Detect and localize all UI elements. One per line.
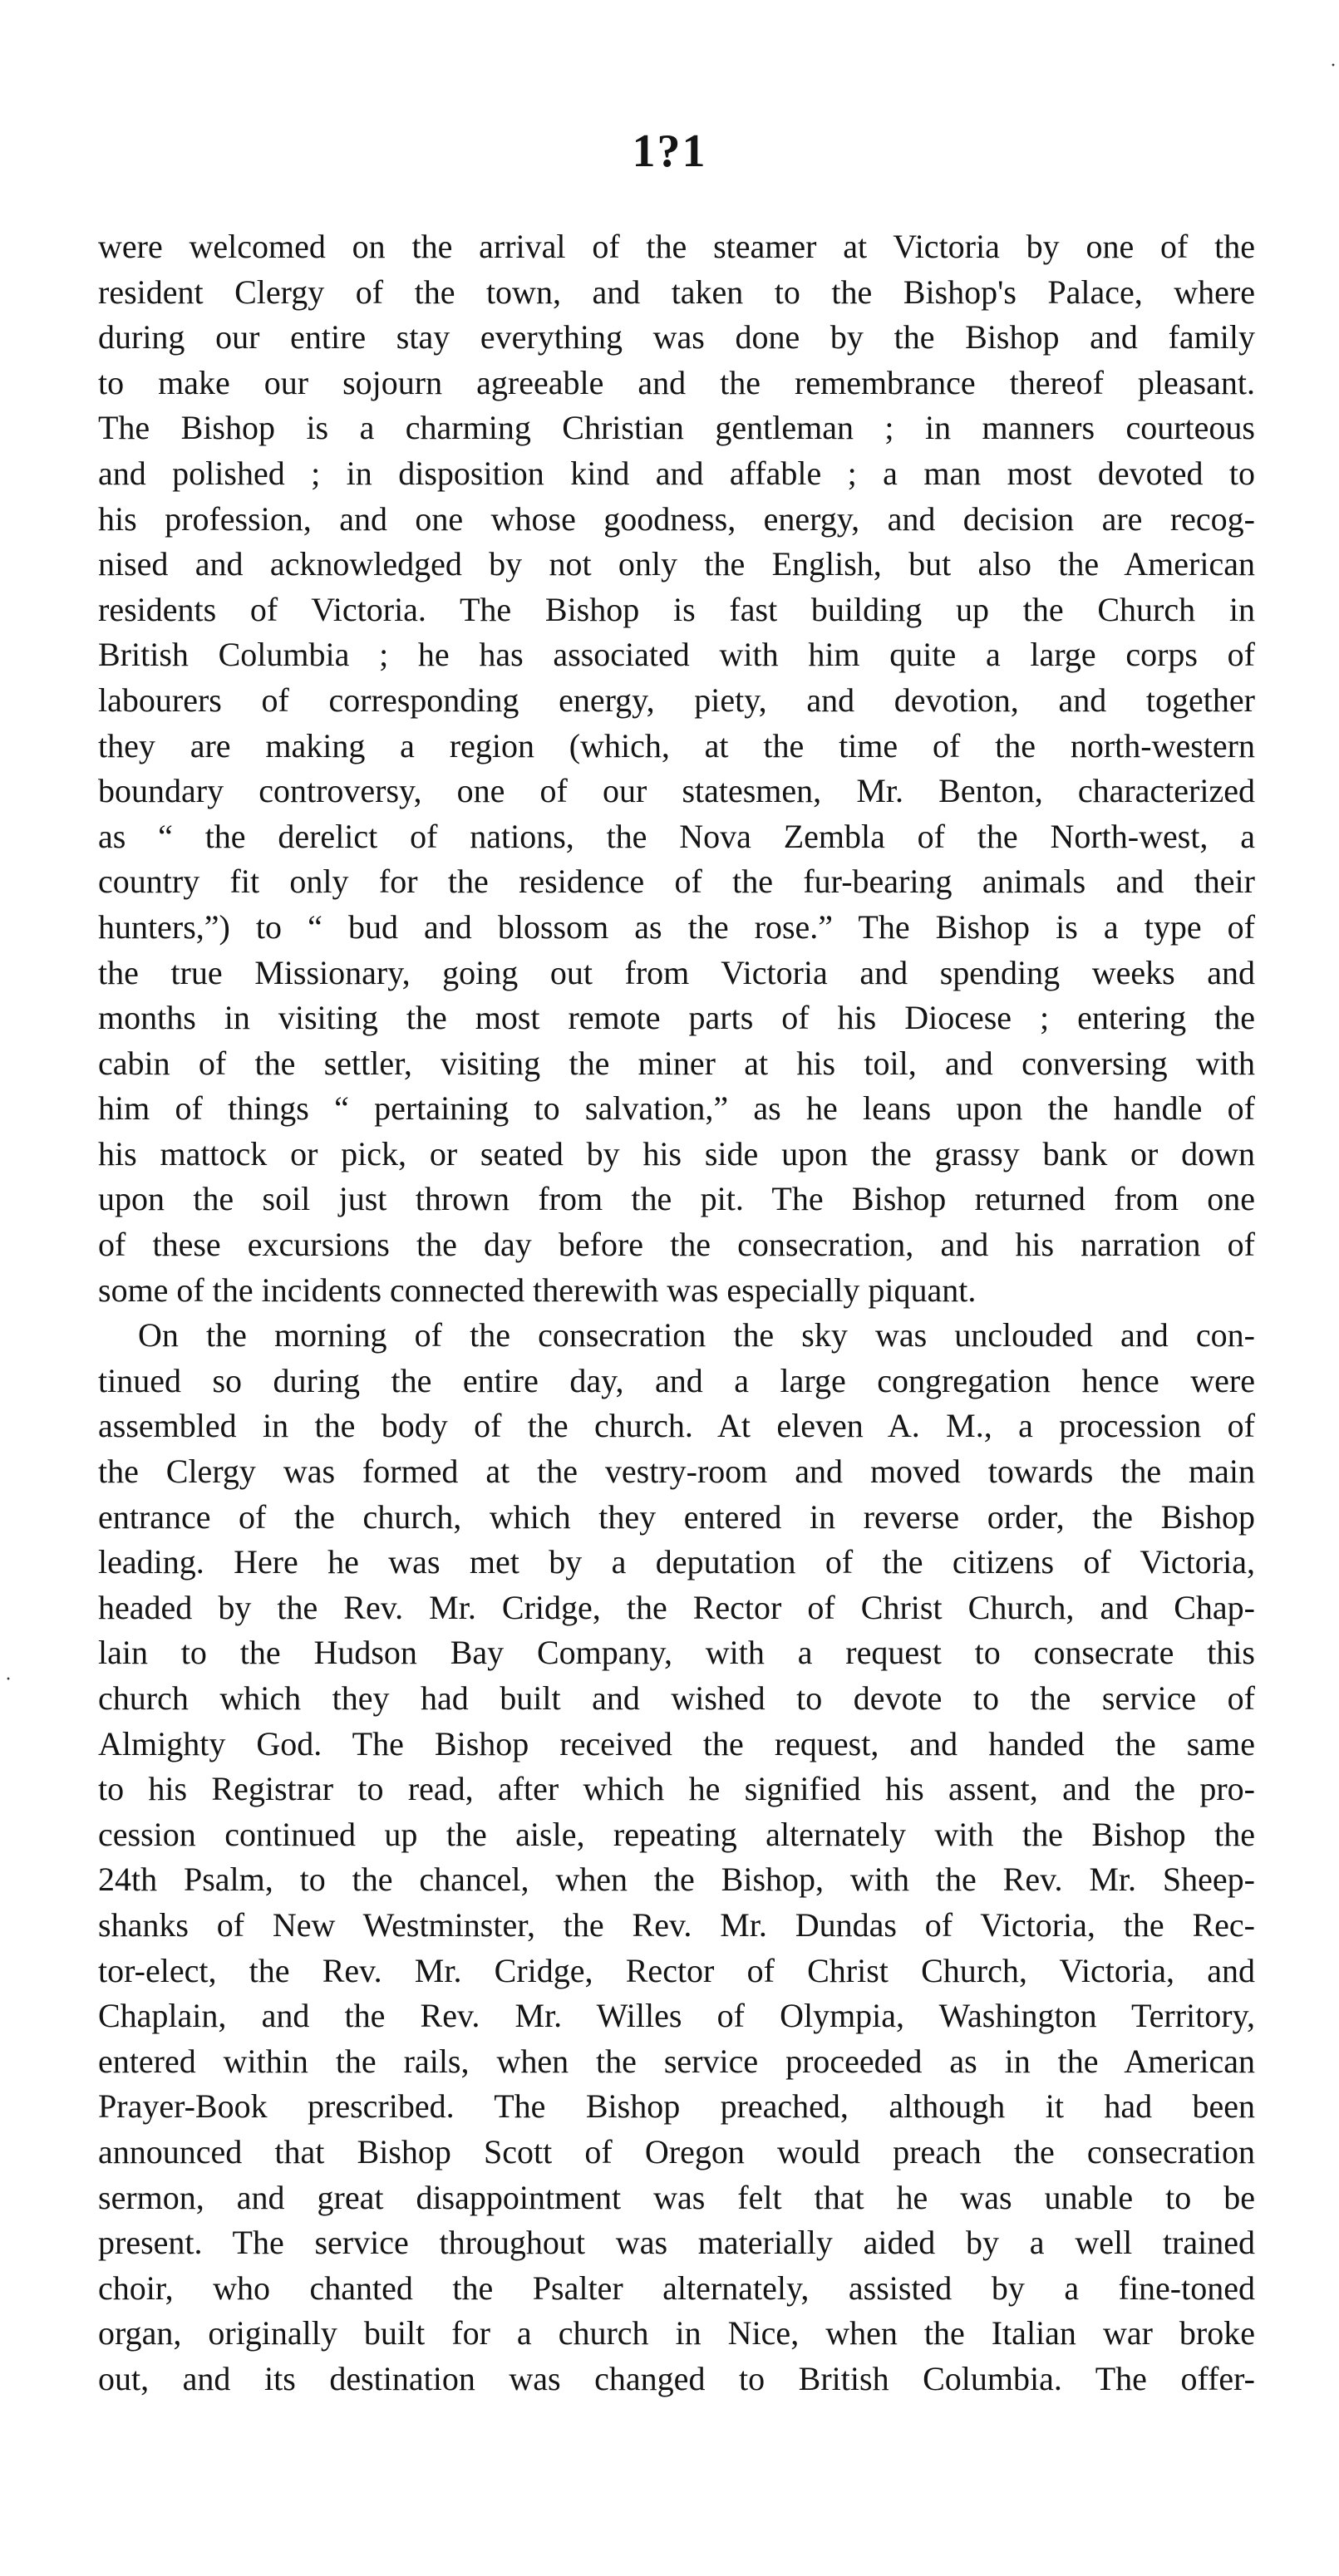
text-line: church which they had built and wished to devote to the service of xyxy=(98,1679,1255,1717)
text-line: assembled in the body of the church. At eleven A. M., a procession of xyxy=(98,1407,1255,1445)
text-line: as “ the derelict of nations, the Nova Zembla of the North-west, a xyxy=(98,817,1255,855)
text-line: leading. Here he was met by a deputation of the citizens of Victoria, xyxy=(98,1543,1255,1581)
text-line: present. The service throughout was materially aided by a well trained xyxy=(98,2224,1255,2262)
text-line: choir, who chanted the Psalter alternately, assisted by a fine-toned xyxy=(98,2269,1255,2307)
text-line: cession continued up the aisle, repeating alternately with the Bishop the xyxy=(98,1815,1255,1853)
text-line: the true Missionary, going out from Victoria and spending weeks and xyxy=(98,953,1255,991)
text-line: On the morning of the consecration the sky was unclouded and con- xyxy=(138,1316,1255,1354)
text-line: sermon, and great disappointment was felt that he was unable to be xyxy=(98,2178,1255,2216)
text-line: 24th Psalm, to the chancel, when the Bishop, with the Rev. Mr. Sheep- xyxy=(98,1861,1255,1899)
text-line: out, and its destination was changed to British Columbia. The offer- xyxy=(98,2359,1255,2397)
text-line: to his Registrar to read, after which he signified his assent, and the pro- xyxy=(98,1770,1255,1808)
text-line: the Clergy was formed at the vestry-room and moved towards the main xyxy=(98,1453,1255,1491)
text-line: months in visiting the most remote parts of his Diocese ; entering the xyxy=(98,999,1255,1037)
text-line: his profession, and one whose goodness, energy, and decision are recog- xyxy=(98,499,1255,538)
text-line: were welcomed on the arrival of the steamer at Victoria by one of the xyxy=(98,228,1255,265)
text-line: British Columbia ; he has associated with him quite a large corps of xyxy=(98,636,1255,674)
text-line: nised and acknowledged by not only the English, but also the American xyxy=(98,545,1255,583)
margin-mark-left: · xyxy=(5,1669,12,1690)
text-line: Chaplain, and the Rev. Mr. Willes of Olympia, Washington Territory, xyxy=(98,1997,1255,2035)
text-line: shanks of New Westminster, the Rev. Mr. Dundas of Victoria, the Rec- xyxy=(98,1905,1255,1944)
text-line: lain to the Hudson Bay Company, with a request to consecrate this xyxy=(98,1634,1255,1672)
text-line: labourers of corresponding energy, piety, and devotion, and together xyxy=(98,681,1255,719)
text-line: upon the soil just thrown from the pit. The Bishop returned from one xyxy=(98,1180,1255,1218)
text-line: The Bishop is a charming Christian gentleman ; in manners courteous xyxy=(98,409,1255,447)
text-line: Almighty God. The Bishop received the request, and handed the same xyxy=(98,1724,1255,1762)
text-line: and polished ; in disposition kind and affable ; a man most devoted to xyxy=(98,454,1255,492)
text-line: organ, originally built for a church in Nice, when the Italian war broke xyxy=(98,2314,1255,2352)
text-line: him of things “ pertaining to salvation,” as he leans upon the handle of xyxy=(98,1089,1255,1128)
text-line: hunters,”) to “ bud and blossom as the rose.” The Bishop is a type of xyxy=(98,907,1255,946)
text-line: country fit only for the residence of the fur-bearing animals and their xyxy=(98,863,1255,901)
page-number: 1?1 xyxy=(632,125,707,177)
text-line: tinued so during the entire day, and a large congregation hence were xyxy=(98,1361,1255,1399)
text-line: headed by the Rev. Mr. Cridge, the Rector of Christ Church, and Chap- xyxy=(98,1588,1255,1626)
margin-mark-top: · xyxy=(1330,55,1337,76)
text-line: entered within the rails, when the service proceeded as in the American xyxy=(98,2042,1255,2080)
text-line: they are making a region (which, at the time of the north-western xyxy=(98,726,1255,764)
paragraph-1 xyxy=(98,224,1255,1313)
text-line: entrance of the church, which they entered in reverse order, the Bishop xyxy=(98,1497,1255,1536)
text-line: of these excursions the day before the consecration, and his narration of xyxy=(98,1226,1255,1264)
text-line: cabin of the settler, visiting the miner at his toil, and conversing with xyxy=(98,1044,1255,1082)
text-line: Prayer-Book prescribed. The Bishop preached, although it had been xyxy=(98,2087,1255,2126)
paragraph-2 xyxy=(98,1313,1255,2401)
text-line: some of the incidents connected therewith was especially piquant. xyxy=(98,1271,977,1309)
text-line: boundary controversy, one of our statesmen, Mr. Benton, characterized xyxy=(98,772,1255,810)
text-line: resident Clergy of the town, and taken to the Bishop's Palace, where xyxy=(98,273,1255,311)
body-text xyxy=(98,224,1255,2402)
text-line: announced that Bishop Scott of Oregon would preach the consecration xyxy=(98,2132,1255,2170)
text-line: his mattock or pick, or seated by his side upon the grassy bank or down xyxy=(98,1134,1255,1172)
text-line: tor-elect, the Rev. Mr. Cridge, Rector of Christ Church, Victoria, and xyxy=(98,1951,1255,1989)
text-line: during our entire stay everything was done by the Bishop and family xyxy=(98,318,1255,356)
text-line: to make our sojourn agreeable and the remembrance thereof pleasant. xyxy=(98,363,1255,401)
text-line: residents of Victoria. The Bishop is fast building up the Church in xyxy=(98,590,1255,628)
